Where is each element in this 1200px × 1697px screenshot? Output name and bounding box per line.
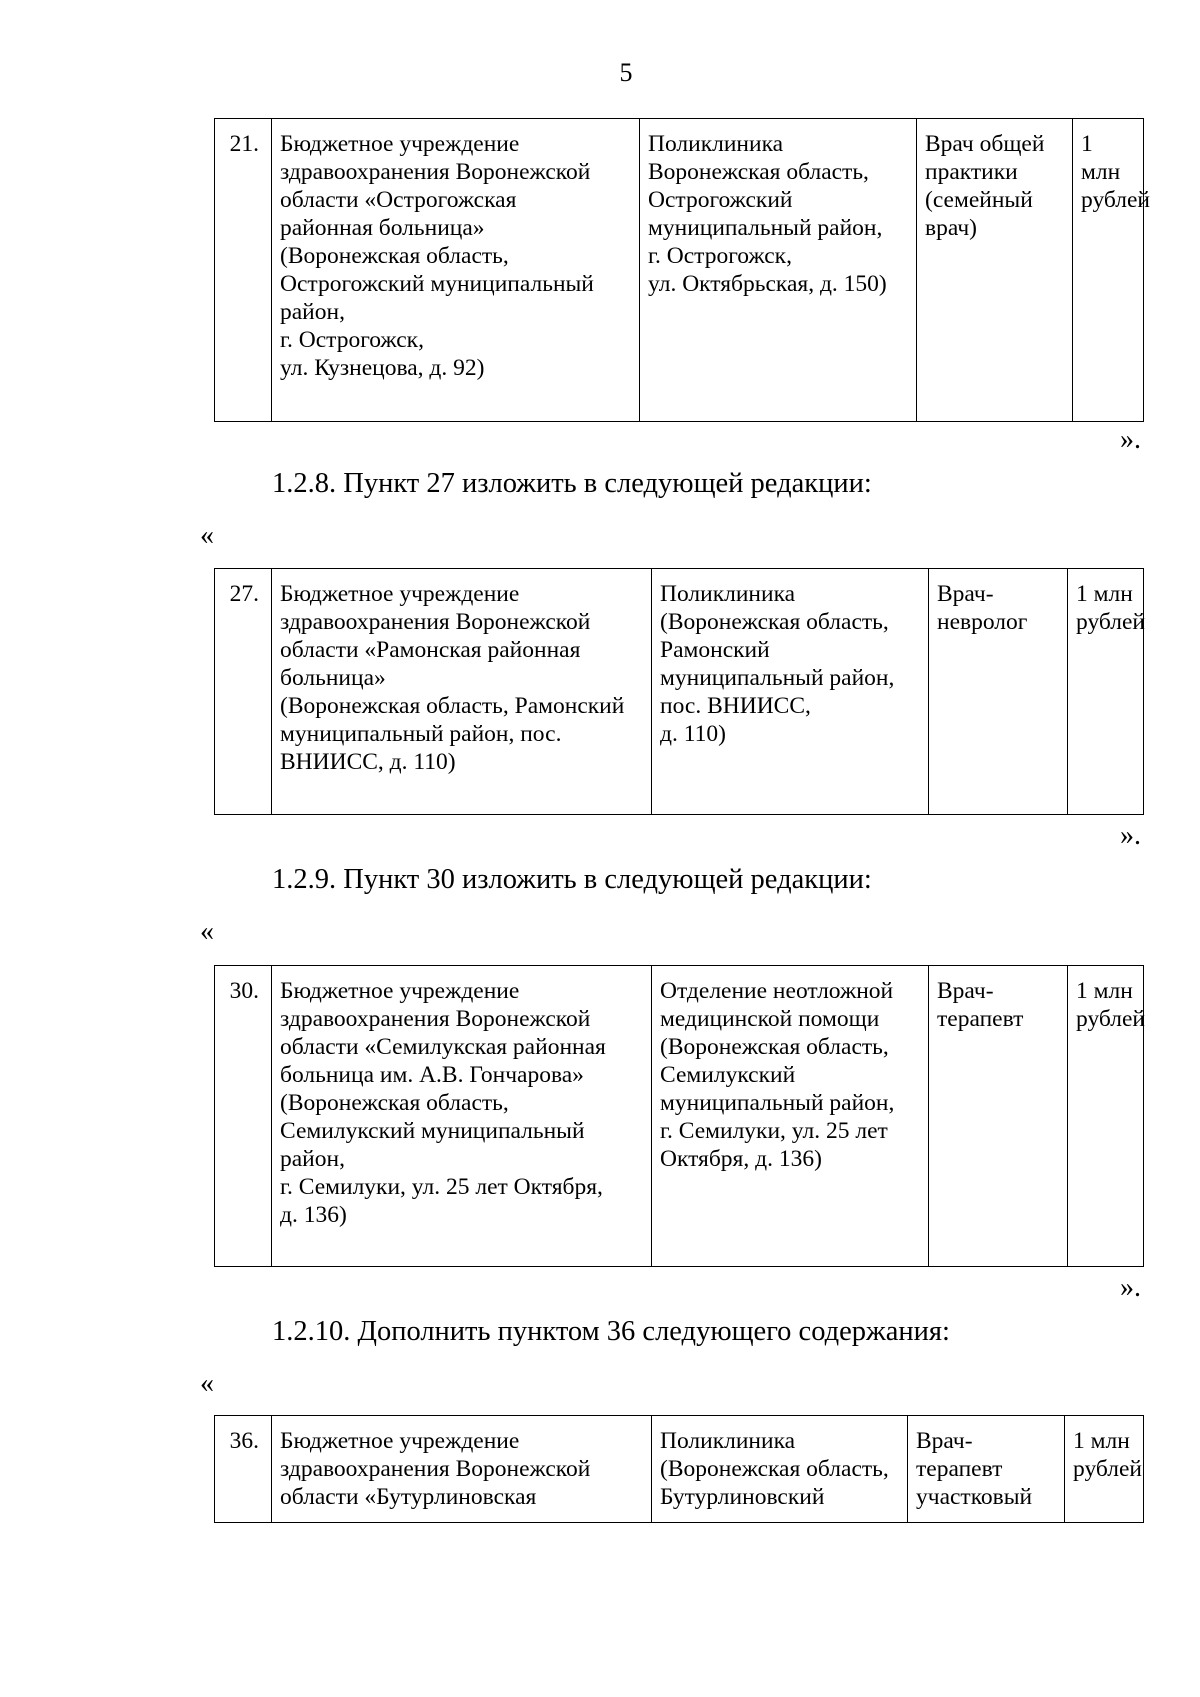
section-heading-1-2-9: 1.2.9. Пункт 30 изложить в следующей редакции: [272,864,872,895]
closing-quote: ». [1120,424,1141,455]
opening-quote: « [200,916,214,947]
position-cell: Врач- терапевт [929,966,1068,1267]
amount-cell: 1 млн рублей [1065,1416,1144,1523]
closing-quote: ». [1120,820,1141,851]
subdivision-cell: Поликлиника (Воронежская область, Рамонский муниципальный район, пос. ВНИИСС, д. 110) [652,569,929,815]
institution-cell: Бюджетное учреждение здравоохранения Воронежской области «Бутурлиновская [272,1416,652,1523]
section-heading-1-2-10: 1.2.10. Дополнить пунктом 36 следующего содержания: [272,1316,950,1347]
closing-quote: ». [1120,1272,1141,1303]
amount-cell: 1 млн рублей [1068,569,1144,815]
table-row [215,1416,1144,1523]
table-row [215,119,1144,422]
page-number: 5 [619,58,633,87]
table-entry-30 [214,965,1144,1267]
subdivision-cell: Поликлиника (Воронежская область, Бутурлиновский [652,1416,908,1523]
table-entry-36 [214,1415,1144,1523]
entry-number: 21. [215,119,272,422]
entry-number: 27. [215,569,272,815]
amount-cell: 1 млн рублей [1068,966,1144,1267]
table-row [215,966,1144,1267]
entry-number: 36. [215,1416,272,1523]
section-heading-1-2-8: 1.2.8. Пункт 27 изложить в следующей редакции: [272,468,872,499]
entry-number: 30. [215,966,272,1267]
position-cell: Врач общей практики (семейный врач) [917,119,1073,422]
opening-quote: « [200,1368,214,1399]
position-cell: Врач- терапевт участковый [908,1416,1065,1523]
amount-cell: 1 млн рублей [1073,119,1144,422]
table-entry-27 [214,568,1144,815]
institution-cell: Бюджетное учреждение здравоохранения Воронежской области «Острогожская районная больница» (Воронежская область, Острогожский муниципальный район, г. Острогожск, ул. Кузнецова, д. 92) [272,119,640,422]
opening-quote: « [200,520,214,551]
table-entry-21 [214,118,1150,422]
position-cell: Врач- невролог [929,569,1068,815]
subdivision-cell: Поликлиника Воронежская область, Острогожский муниципальный район, г. Острогожск, ул. Октябрьская, д. 150) [640,119,917,422]
institution-cell: Бюджетное учреждение здравоохранения Воронежской области «Семилукская районная больница им. А.В. Гончарова» (Воронежская область, Семилукский муниципальный район, г. Семилуки, ул. 25 лет Октября, д. 136) [272,966,652,1267]
subdivision-cell: Отделение неотложной медицинской помощи (Воронежская область, Семилукский муниципальный район, г. Семилуки, ул. 25 лет Октября, д. 136) [652,966,929,1267]
institution-cell: Бюджетное учреждение здравоохранения Воронежской области «Рамонская районная больница» (Воронежская область, Рамонский муниципальный район, пос. ВНИИСС, д. 110) [272,569,652,815]
table-row [215,569,1144,815]
